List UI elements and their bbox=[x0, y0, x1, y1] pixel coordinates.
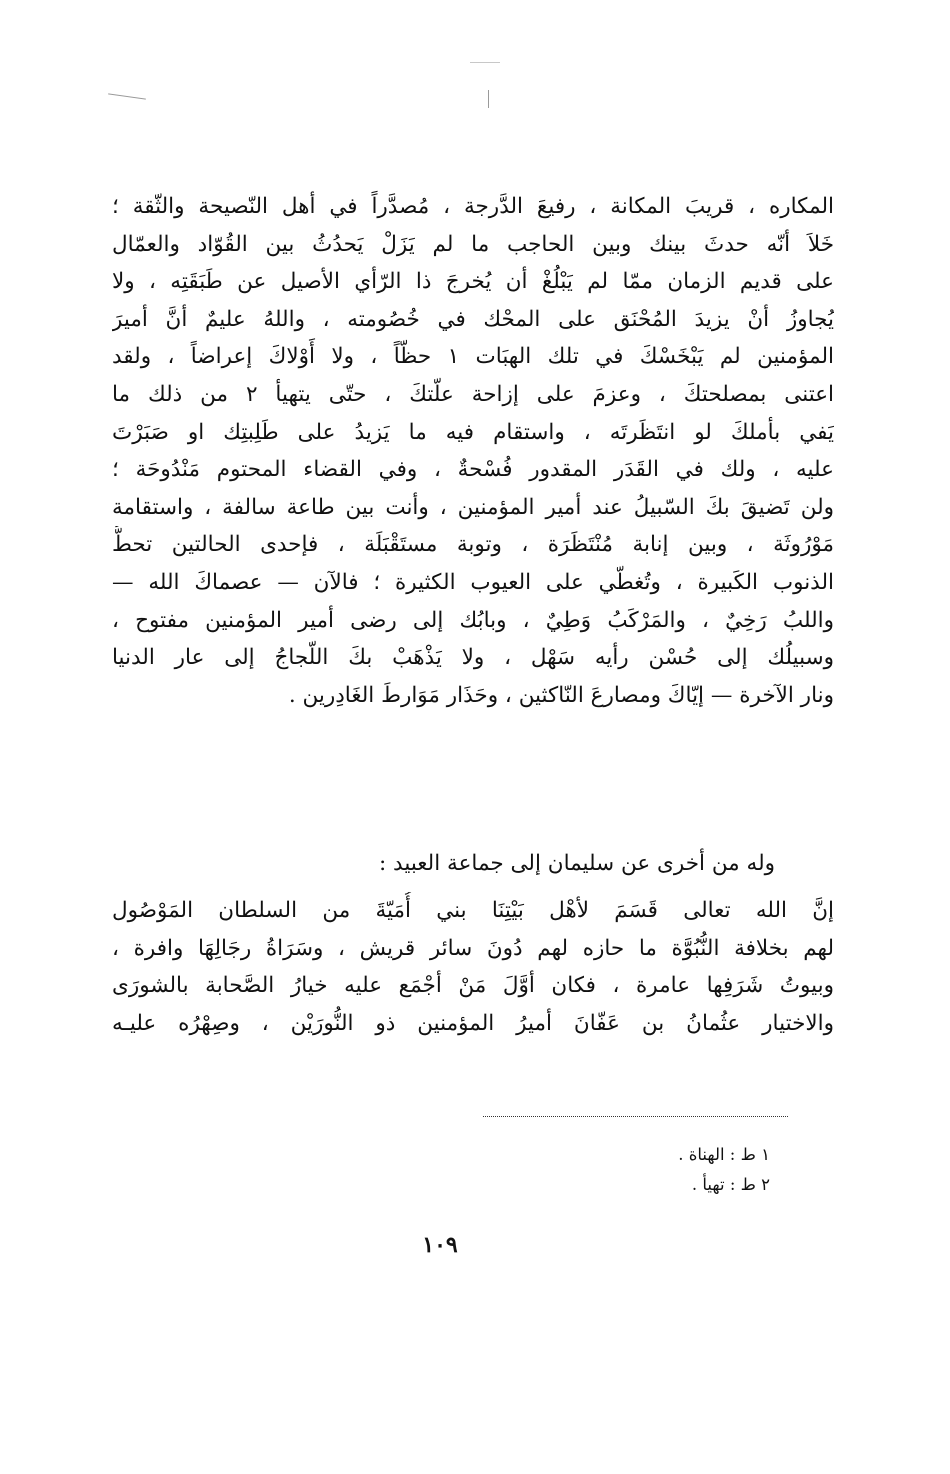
text-line: الذنوب الكَبيرة ، وتُغطّي على العيوب الكثيرة ؛ فالآن — عصماكَ الله — bbox=[112, 569, 834, 595]
text-line: مَوْرُوثَة ، وبين إنابة مُنْتَظَرَة ، وتوبة مستَقْبَلَة ، فإحدى الحالتين تحطُّ bbox=[112, 532, 834, 558]
footnote-1: ١ ط : الهناة . bbox=[678, 1145, 770, 1164]
text-line: واللبُ رَخِيٌ ، والمَرْكَبُ وَطِيٌ ، وبابُك إلى رضى أمير المؤمنين مفتوح ، bbox=[112, 607, 834, 633]
text-line: وسبيلُك إلى حُسْن رأيه سَهْل ، ولا يَذْهَبْ بكَ اللّجاجُ إلى عار الدنيا bbox=[112, 645, 834, 671]
text-line: المكاره ، قريبَ المكانة ، رفيعَ الدَّرجة ، مُصدَّراً في أهل النّصيحة والثّقة ؛ bbox=[112, 194, 834, 219]
text-line: والاختيار عثُمانُ بن عَفّانَ أميرُ المؤمنين ذو النُّورَيْن ، وصِهْرُه عليـه bbox=[112, 1010, 834, 1036]
scan-mark bbox=[488, 90, 489, 108]
text-line: اعتنى بمصلحتكَ ، وعزمَ على إزاحة علّتكَ ، حتّى يتهيأ ٢ من ذلك ما bbox=[112, 381, 834, 407]
text-line: ونار الآخرة — إيّاكَ ومصارعَ النّاكثين ، وحَذَار مَوَارطَ الغَادِرين . bbox=[288, 682, 834, 708]
footnotes bbox=[678, 1140, 770, 1200]
paragraph-1 bbox=[112, 188, 834, 714]
paragraph-2 bbox=[112, 892, 834, 1042]
footnote-2: ٢ ط : تهيأ . bbox=[691, 1175, 770, 1194]
text-line: المؤمنين لم يَبْخَسْكَ في تلك الهبَات ١ حظّاً ، ولا أَوْلاكَ إعراضاً ، ولقد bbox=[112, 344, 834, 370]
scan-mark bbox=[108, 93, 146, 99]
text-line: يُجاوزُ أنْ يزيدَ المُحْنَق على المحْك في خُصُومته ، واللهُ عليمٌ أنَّ أميرَ bbox=[112, 306, 834, 332]
page-number: ١٠٩ bbox=[422, 1232, 458, 1258]
text-line: ولن تَضيقَ بكَ السّبيلُ عند أمير المؤمنين ، وأنت بين طاعة سالفة ، واستقامة bbox=[112, 494, 834, 520]
text-line: إنَّ الله تعالى قَسَمَ لأهْل بَيْتِنَا بني أُمَيّةَ من السلطان المَوْصُول bbox=[112, 898, 834, 923]
text-line: خَلاَ أنّه حدثَ بينك وبين الحاجب ما لم يَزَلْ يَحدُثُ بين القُوّاد والعمّال bbox=[112, 231, 834, 257]
text-line: على قديم الزمان ممّا لم يَبْلُغْ أن يُخرجَ ذا الرّأي الأصيل عن طَبَقَتِه ، ولا bbox=[112, 269, 834, 295]
section-heading: وله من أخرى عن سليمان إلى جماعة العبيد : bbox=[378, 851, 775, 876]
footnote-divider bbox=[483, 1116, 788, 1117]
text-line: لهم بخلافة النُّبُوَّة ما حازه لهم دُونَ سائر قريش ، وسَرَاةُ رجَالِهَا وافرة ، bbox=[112, 935, 834, 961]
text-line: يَفي بأملكَ لو انتَظَرتَه ، واستقام فيه ما يَزيدُ على طَلِبتِك او صَبَرْتَ bbox=[112, 419, 834, 445]
text-line: عليه ، ولك في القَدَر المقدور فُسْحةٌ ، وفي القضاء المحتوم مَنْدُوحَة ؛ bbox=[112, 457, 834, 483]
scan-mark bbox=[470, 62, 500, 63]
text-line: وبيوتُ شَرَفِها عامرة ، فكان أوَّلَ مَنْ أجْمَع عليه خيارُ الصَّحابة بالشورَى bbox=[112, 973, 834, 999]
